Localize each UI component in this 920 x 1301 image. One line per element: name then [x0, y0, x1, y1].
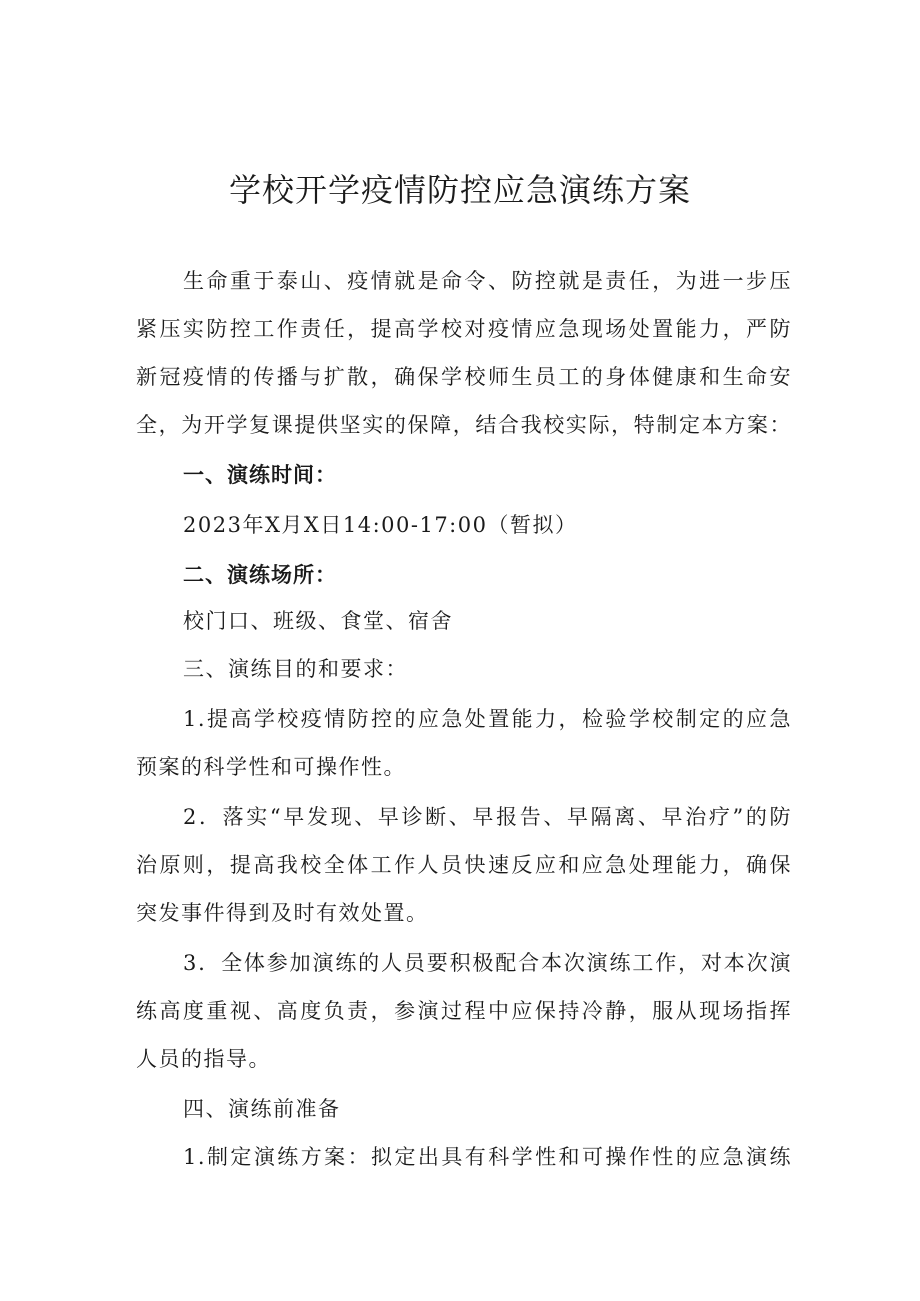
document-title: 学校开学疫情防控应急演练方案: [228, 171, 691, 209]
intro-line-2: 紧压实防控工作责任，提高学校对疫情应急现场处置能力，严防: [136, 317, 792, 341]
section-3-heading: 三、演练目的和要求：: [183, 657, 408, 681]
intro-line-3: 新冠疫情的传播与扩散，确保学校师生员工的身体健康和生命安: [136, 365, 792, 389]
section-4-heading: 四、演练前准备: [183, 1097, 341, 1121]
section-3-item-1-line-2: 预案的科学性和可操作性。: [136, 755, 406, 779]
section-2-heading: 二、演练场所：: [183, 563, 337, 587]
section-3-item-3-line-2: 练高度重视、高度负责，参演过程中应保持冷静，服从现场指挥: [136, 999, 792, 1023]
section-3-item-2-line-1: 2．落实“早发现、早诊断、早报告、早隔离、早治疗”的防: [183, 805, 792, 829]
intro-line-4: 全，为开学复课提供坚实的保障，结合我校实际，特制定本方案：: [136, 413, 792, 437]
section-3-item-2-line-2: 治原则，提高我校全体工作人员快速反应和应急处理能力，确保: [136, 853, 792, 877]
section-1-heading: 一、演练时间：: [183, 463, 337, 487]
section-3-item-1-line-1: 1.提高学校疫情防控的应急处置能力，检验学校制定的应急: [183, 707, 792, 731]
section-3-item-2-line-3: 突发事件得到及时有效处置。: [136, 901, 429, 925]
section-3-item-3-line-1: 3．全体参加演练的人员要积极配合本次演练工作，对本次演: [183, 951, 792, 975]
intro-line-1: 生命重于泰山、疫情就是命令、防控就是责任，为进一步压: [183, 269, 792, 293]
section-4-item-1-line-1: 1.制定演练方案：拟定出具有科学性和可操作性的应急演练: [183, 1145, 792, 1169]
section-1-content: 2023年X月X日14:00-17:00（暂拟）: [183, 513, 578, 537]
section-2-content: 校门口、班级、食堂、宿舍: [183, 609, 453, 633]
section-3-item-3-line-3: 人员的指导。: [136, 1047, 271, 1071]
